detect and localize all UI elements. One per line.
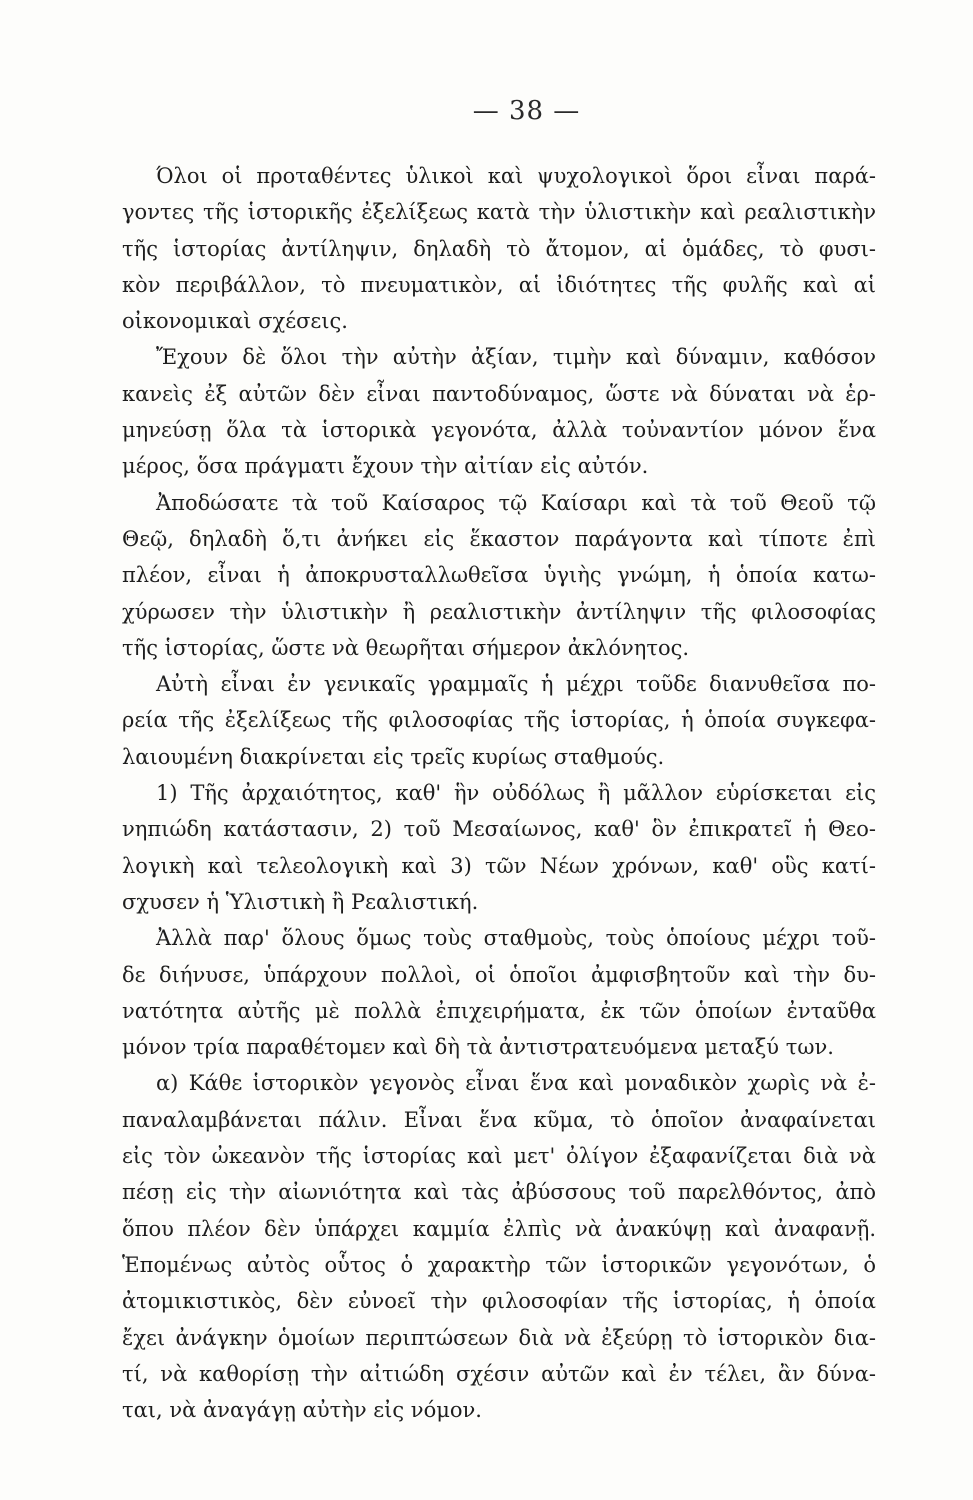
text-line: χύρωσεν τὴν ὑλιστικὴν ἢ ρεαλιστικὴν ἀντίληψιν τῆς φιλοσοφίας — [122, 599, 876, 624]
text-line: πλέον, εἶναι ἡ ἀποκρυσταλλωθεῖσα ὑγιὴς γνώμη, ἡ ὁποία κατω- — [122, 563, 876, 588]
text-line: κανεὶς ἐξ αὐτῶν δὲν εἶναι παντοδύναμος, ὥστε νὰ δύναται νὰ ἑρ- — [122, 381, 876, 406]
text-line: Θεῷ, δηλαδὴ ὅ,τι ἀνήκει εἰς ἕκαστον παράγοντα καὶ τίποτε ἐπὶ — [122, 526, 876, 551]
text-line: μέρος, ὅσα πράγματι ἔχουν τὴν αἰτίαν εἰς αὐτόν. — [122, 454, 649, 479]
text-line: πέσῃ εἰς τὴν αἰωνιότητα καὶ τὰς ἀβύσσους τοῦ παρελθόντος, ἀπὸ — [122, 1180, 876, 1205]
text-line: α) Κάθε ἱστορικὸν γεγονὸς εἶναι ἕνα καὶ μοναδικὸν χωρὶς νὰ ἐ- — [156, 1071, 876, 1096]
text-line: δε διήνυσε, ὑπάρχουν πολλοὶ, οἱ ὁποῖοι ἀμφισβητοῦν καὶ τὴν δυ- — [122, 962, 876, 987]
text-line: νηπιώδη κατάστασιν, 2) τοῦ Μεσαίωνος, καθ' ὃν ἐπικρατεῖ ἡ Θεο- — [122, 817, 876, 842]
text-line: Ἔχουν δὲ ὅλοι τὴν αὐτὴν ἀξίαν, τιμὴν καὶ δύναμιν, καθόσον — [156, 345, 876, 370]
text-line: εἰς τὸν ὠκεανὸν τῆς ἱστορίας καὶ μετ' ὀλίγον ἐξαφανίζεται διὰ νὰ — [122, 1144, 876, 1169]
text-line: Ἀποδώσατε τὰ τοῦ Καίσαρος τῷ Καίσαρι καὶ τὰ τοῦ Θεοῦ τῷ — [156, 490, 876, 515]
text-line: νατότητα αὐτῆς μὲ πολλὰ ἐπιχειρήματα, ἐκ τῶν ὁποίων ἐνταῦθα — [122, 998, 876, 1023]
text-line: τί, νὰ καθορίσῃ τὴν αἰτιώδη σχέσιν αὐτῶν καὶ ἐν τέλει, ἂν δύνα- — [122, 1361, 876, 1386]
text-line: ται, νὰ ἀναγάγῃ αὐτὴν εἰς νόμον. — [122, 1398, 482, 1423]
text-line: γοντες τῆς ἱστορικῆς ἐξελίξεως κατὰ τὴν ὑλιστικὴν καὶ ρεαλιστικὴν — [122, 200, 876, 225]
text-line: ὅπου πλέον δὲν ὑπάρχει καμμία ἐλπὶς νὰ ἀνακύψῃ καὶ ἀναφανῇ. — [122, 1216, 876, 1241]
text-line: Ἑπομένως αὐτὸς οὗτος ὁ χαρακτὴρ τῶν ἱστορικῶν γεγονότων, ὁ — [122, 1252, 876, 1277]
text-line: Όλοι οἱ προταθέντες ὑλικοὶ καὶ ψυχολογικοὶ ὅροι εἶναι παρά- — [156, 164, 876, 188]
text-line: παναλαμβάνεται πάλιν. Εἶναι ἕνα κῦμα, τὸ ὁποῖον ἀναφαίνεται — [122, 1107, 876, 1132]
text-line: τῆς ἱστορίας, ὥστε νὰ θεωρῆται σήμερον ἀκλόνητος. — [122, 635, 690, 660]
text-line: Αὐτὴ εἶναι ἐν γενικαῖς γραμμαῖς ἡ μέχρι τοῦδε διανυθεῖσα πο- — [156, 672, 876, 697]
text-line: ἔχει ἀνάγκην ὁμοίων περιπτώσεων διὰ νὰ ἐξεύρῃ τὸ ἱστορικὸν δια- — [122, 1325, 876, 1350]
text-line: λαιουμένη διακρίνεται εἰς τρεῖς κυρίως σταθμούς. — [122, 744, 665, 769]
text-line: μόνον τρία παραθέτομεν καὶ δὴ τὰ ἀντιστρατευόμενα μεταξύ των. — [122, 1035, 834, 1060]
text-line: ἀτομικιστικὸς, δὲν εὐνοεῖ τὴν φιλοσοφίαν τῆς ἱστορίας, ἡ ὁποία — [122, 1289, 876, 1314]
text-line: σχυσεν ἡ Ὑλιστικὴ ἢ Ρεαλιστική. — [122, 889, 479, 914]
text-line: κὸν περιβάλλον, τὸ πνευματικὸν, αἱ ἰδιότητες τῆς φυλῆς καὶ αἱ — [122, 272, 876, 297]
text-line: οἰκονομικαὶ σχέσεις. — [122, 309, 348, 334]
text-line: μηνεύσῃ ὅλα τὰ ἱστορικὰ γεγονότα, ἀλλὰ τοὐναντίον μόνον ἕνα — [122, 418, 876, 443]
text-line: ρεία τῆς ἐξελίξεως τῆς φιλοσοφίας τῆς ἱστορίας, ἡ ὁποία συγκεφα- — [122, 708, 876, 733]
text-line: λογικὴ καὶ τελεολογικὴ καὶ 3) τῶν Νέων χρόνων, καθ' οὓς κατί- — [122, 853, 876, 878]
page-number: — 38 — — [472, 96, 581, 126]
text-line: 1) Τῆς ἀρχαιότητος, καθ' ἣν οὐδόλως ἢ μᾶλλον εὑρίσκεται εἰς — [156, 781, 876, 806]
text-line: τῆς ἱστορίας ἀντίληψιν, δηλαδὴ τὸ ἄτομον, αἱ ὁμάδες, τὸ φυσι- — [122, 236, 876, 261]
text-line: Ἀλλὰ παρ' ὅλους ὅμως τοὺς σταθμοὺς, τοὺς ὁποίους μέχρι τοῦ- — [156, 926, 876, 951]
body-text — [122, 158, 876, 1428]
